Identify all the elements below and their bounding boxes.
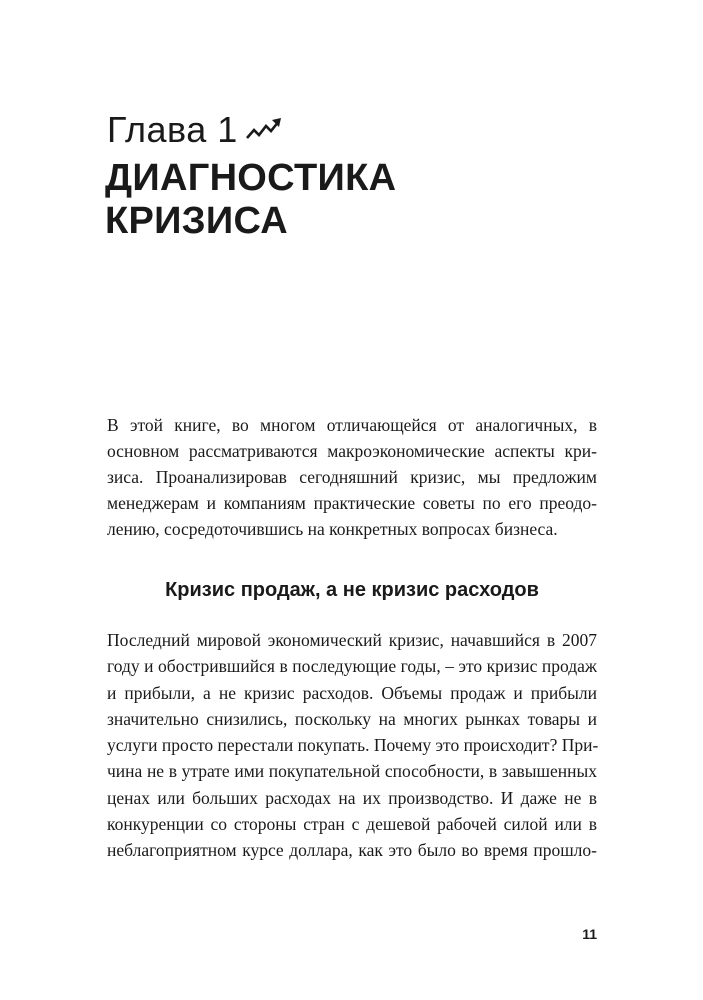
chapter-title-line: КРИЗИСА: [105, 200, 289, 242]
section-heading: Кризис продаж, а не кризис расходов: [165, 579, 539, 601]
chapter-label: Глава 1: [107, 109, 238, 150]
text-line: году и обострившийся в последующие годы, – это кризис продаж: [107, 656, 597, 677]
chapter-title-line: ДИАГНОСТИКА: [105, 157, 397, 199]
text-line: основном рассматриваются макроэкономические аспекты кри-: [107, 441, 597, 461]
text-line: чина не в утрате ими покупательной способности, в завышенных: [107, 761, 597, 782]
text-line: неблагоприятном курсе доллара, как это было во время прошло-: [107, 840, 597, 861]
text-line: значительно снизились, поскольку на многих рынках товары и: [107, 708, 597, 729]
section-paragraph: [107, 627, 597, 864]
text-line: и прибыли, а не кризис расходов. Объемы продаж и прибыли: [107, 682, 597, 703]
text-line: Последний мировой экономический кризис, начавшийся в 2007: [107, 630, 597, 650]
text-line: лению, сосредоточившись на конкретных вопросах бизнеса.: [107, 519, 558, 539]
text-line: услуги просто перестали покупать. Почему это происходит? При-: [107, 735, 599, 756]
text-line: ценах или больших расходах на их производство. И даже не в: [107, 787, 597, 808]
intro-paragraph: [107, 412, 597, 542]
text-line: конкуренции со стороны стран с дешевой рабочей силой или в: [107, 814, 597, 835]
trend-up-arrow-icon: [245, 117, 283, 141]
page-number: 11: [582, 926, 597, 942]
text-line: зиса. Проанализировав сегодняшний кризис, мы предложим: [107, 467, 597, 487]
chapter-title: [105, 157, 605, 243]
text-line: В этой книге, во многом отличающейся от аналогичных, в: [107, 415, 597, 435]
text-line: менеджерам и компаниям практические советы по его преодо-: [107, 493, 597, 513]
